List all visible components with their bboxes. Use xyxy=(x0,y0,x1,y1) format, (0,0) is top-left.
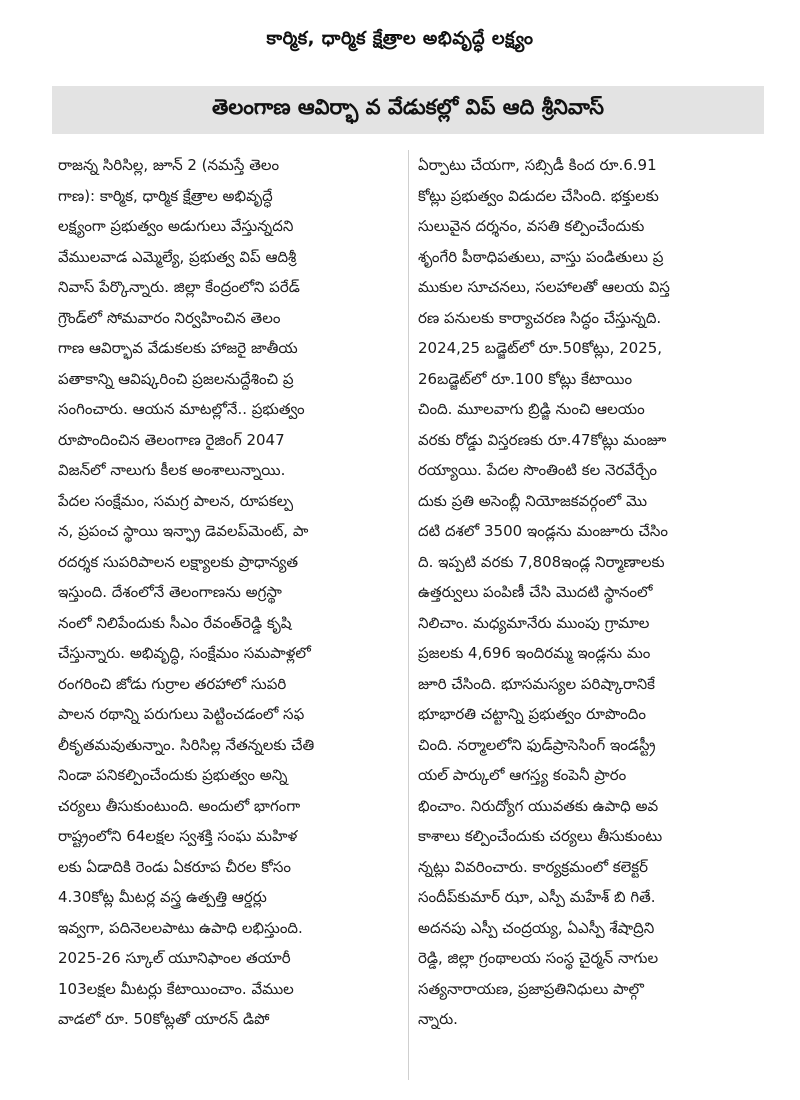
article-text-line: గాణ ఆవిర్భావ వేడుకలకు హాజరై జాతీయ xyxy=(58,339,298,357)
article-text-line: పతాకాన్ని ఆవిష్కరించి ప్రజలనుద్దేశించి ప్ర xyxy=(58,369,294,388)
article-text-line: 2025-26 స్కూల్ యూనిఫాంల తయారీ xyxy=(58,949,291,967)
article-text-line: 2024,25 బడ్జెట్‌లో రూ.50కోట్లు, 2025, xyxy=(418,339,663,357)
article-text-line: గాణ): కార్మిక, ధార్మిక క్షేత్రాల అభివృద్ధే xyxy=(58,186,273,205)
article-text-line: సత్యనారాయణ, ప్రజాప్రతినిధులు పాల్గొ xyxy=(418,979,644,998)
article-text-line: రయ్యాయి. పేదల సొంతింటి కల నెరవేర్చేం xyxy=(418,461,657,479)
article-text-line: శృంగేరి పీఠాధిపతులు, వాస్తు పండితులు ప్ర xyxy=(418,247,664,266)
article-text-line: న్నారు. xyxy=(418,1010,458,1028)
article-text-line: నిలిచాం. మధ్యమానేరు ముంపు గ్రామాల xyxy=(418,613,650,632)
headline: కార్మిక, ధార్మిక క్షేత్రాల అభివృద్ధే లక్ష్యం xyxy=(266,27,534,49)
article-text-line: వేములవాడ ఎమ్మెల్యే, ప్రభుత్వ విప్ ఆదిశ్రీ xyxy=(58,247,297,266)
article-text-line: చింది. మూలవాగు బ్రిడ్జి నుంచి ఆలయం xyxy=(418,400,645,418)
article-text-line: రెడ్డి, జిల్లా గ్రంథాలయ సంస్థ చైర్మన్ నాగుల xyxy=(418,949,659,967)
article-text-line: లీకృతమవుతున్నాం. సిరిసిల్ల నేతన్నలకు చేతి xyxy=(58,735,315,754)
article-text-line: 26బడ్జెట్‌లో రూ.100 కోట్లు కేటాయిం xyxy=(418,369,633,388)
article-text-line: దుకు ప్రతి అసెంబ్లీ నియోజకవర్గంలో మొ xyxy=(418,491,648,510)
article-text-line: రూపొందించిన తెలంగాణ రైజింగ్ 2047 xyxy=(58,430,285,449)
article-text-line: ఇవ్వగా, పదినెలలపాటు ఉపాధి లభిస్తుంది. xyxy=(58,918,303,937)
article-text-line: నివాస్ పేర్కొన్నారు. జిల్లా కేంద్రంలోని పరేడ్ xyxy=(58,278,300,296)
article-text-line: పేదల సంక్షేమం, సమగ్ర పాలన, రూపకల్ప xyxy=(58,491,294,510)
article-text-line: రాజన్న సిరిసిల్ల, జూన్ 2 (నమస్తే తెలం xyxy=(58,156,280,174)
article-text-line: 103లక్షల మీటర్లు కేటాయించాం. వేముల xyxy=(58,979,294,998)
subheadline: తెలంగాణ ఆవిర్భా వ వేడుకల్లో విప్ ఆది శ్రీనివాస్ xyxy=(211,95,604,119)
article-text-line: న, ప్రపంచ స్థాయి ఇన్ఫ్రా డెవలప్‌మెంట్, పా xyxy=(58,522,309,540)
article-column-left xyxy=(58,150,416,1035)
article-text-line: వరకు రోడ్డు విస్తరణకు రూ.47కోట్లు మంజూ xyxy=(418,430,667,449)
column-divider xyxy=(408,150,409,1080)
article-text-line: సంగించారు. ఆయన మాటల్లోనే.. ప్రభుత్వం xyxy=(58,400,305,418)
article-text-line: రాష్ట్రంలోని 64లక్షల స్వశక్తి సంఘ మహిళ xyxy=(58,827,298,845)
article-column-right xyxy=(418,150,776,1035)
article-text-line: భించాం. నిరుద్యోగ యువతకు ఉపాధి అవ xyxy=(418,796,659,815)
article-text-line: భూభారతి చట్టాన్ని ప్రభుత్వం రూపొందిం xyxy=(418,705,646,723)
article-text-line: ముకుల సూచనలు, సలహాలతో ఆలయ విస్త xyxy=(418,278,670,296)
article-text-line: ది. ఇప్పటి వరకు 7,808ఇండ్ల నిర్మాణాలకు xyxy=(418,552,665,571)
article-text-line: పాలన రథాన్ని పరుగులు పెట్టించడంలో సఫ xyxy=(58,705,305,723)
article-text-line: లక్ష్యంగా ప్రభుత్వం అడుగులు వేస్తున్నదని xyxy=(58,217,294,235)
article-text-line: గ్రౌండ్‌లో సోమవారం నిర్వహించిన తెలం xyxy=(58,308,281,327)
article-text-line: రణ పనులకు కార్యాచరణ సిద్ధం చేస్తున్నది. xyxy=(418,308,662,327)
article-text-line: రదర్శక సుపరిపాలన లక్ష్యాలకు ప్రాధాన్యత xyxy=(58,552,299,571)
article-text-line: చేస్తున్నారు. అభివృద్ధి, సంక్షేమం సమపాళ్లలో xyxy=(58,644,311,662)
article-text-line: జూరి చేసింది. భూసమస్యల పరిష్కారానికే xyxy=(418,674,655,693)
article-text-line: ఏర్పాటు చేయగా, సబ్సిడీ కింద రూ.6.91 xyxy=(418,156,657,174)
article-text-line: చింది. నర్మాలలోని ఫుడ్‌ప్రాసెసింగ్ ఇండస్ట్రీ xyxy=(418,735,656,754)
article-text-line: నిండా పనికల్పించేందుకు ప్రభుత్వం అన్ని xyxy=(58,766,288,784)
article-text-line: ఉత్తర్వులు పంపిణీ చేసి మొదటి స్థానంలో xyxy=(418,583,653,601)
article-text-line: యల్ పార్కులో ఆగస్త్య కంపెనీ ప్రారం xyxy=(418,766,627,784)
article-text-line: సులువైన దర్శనం, వసతి కల్పించేందుకు xyxy=(418,217,645,235)
article-text-line: ఇస్తుంది. దేశంలోనే తెలంగాణను అగ్రస్థా xyxy=(58,583,282,601)
article-text-line: నంలో నిలిపేందుకు సీఎం రేవంత్‌రెడ్డి కృషి xyxy=(58,613,292,632)
article-text-line: అదనపు ఎస్పీ చంద్రయ్య, ఏఎస్పీ శేషాద్రిని xyxy=(418,918,655,937)
subheadline-band xyxy=(52,86,764,134)
article-text-line: లకు ఏడాదికి రెండు ఏకరూప చీరల కోసం xyxy=(58,857,292,876)
article-text-line: 4.30కోట్ల మీటర్ల వస్త్ర ఉత్పత్తి ఆర్డర్లు xyxy=(58,888,267,906)
article-text-line: కాశాలు కల్పించేందుకు చర్యలు తీసుకుంటు xyxy=(418,827,663,845)
article-text-line: కోట్లు ప్రభుత్వం విడుదల చేసింది. భక్తులకు xyxy=(418,186,659,205)
article-text-line: న్నట్లు వివరించారు. కార్యక్రమంలో కలెక్టర్ xyxy=(418,857,648,876)
article-text-line: రంగరించి జోడు గుర్రాల తరహాలో సుపరి xyxy=(58,674,287,693)
article-text-line: దటి దశలో 3500 ఇండ్లను మంజూరు చేసిం xyxy=(418,522,669,540)
article-text-line: వాడలో రూ. 50కోట్లతో యారన్ డిపో xyxy=(58,1010,270,1028)
article-text-line: సందీప్‌కుమార్ ఝా, ఎస్పీ మహేశ్ బి గితే. xyxy=(418,888,656,906)
article-text-line: విజన్‌లో నాలుగు కీలక అంశాలున్నాయి. xyxy=(58,461,286,479)
article-text-line: ప్రజలకు 4,696 ఇందిరమ్మ ఇండ్లను మం xyxy=(418,644,651,662)
article-text-line: చర్యలు తీసుకుంటుంది. అందులో భాగంగా xyxy=(58,796,301,815)
